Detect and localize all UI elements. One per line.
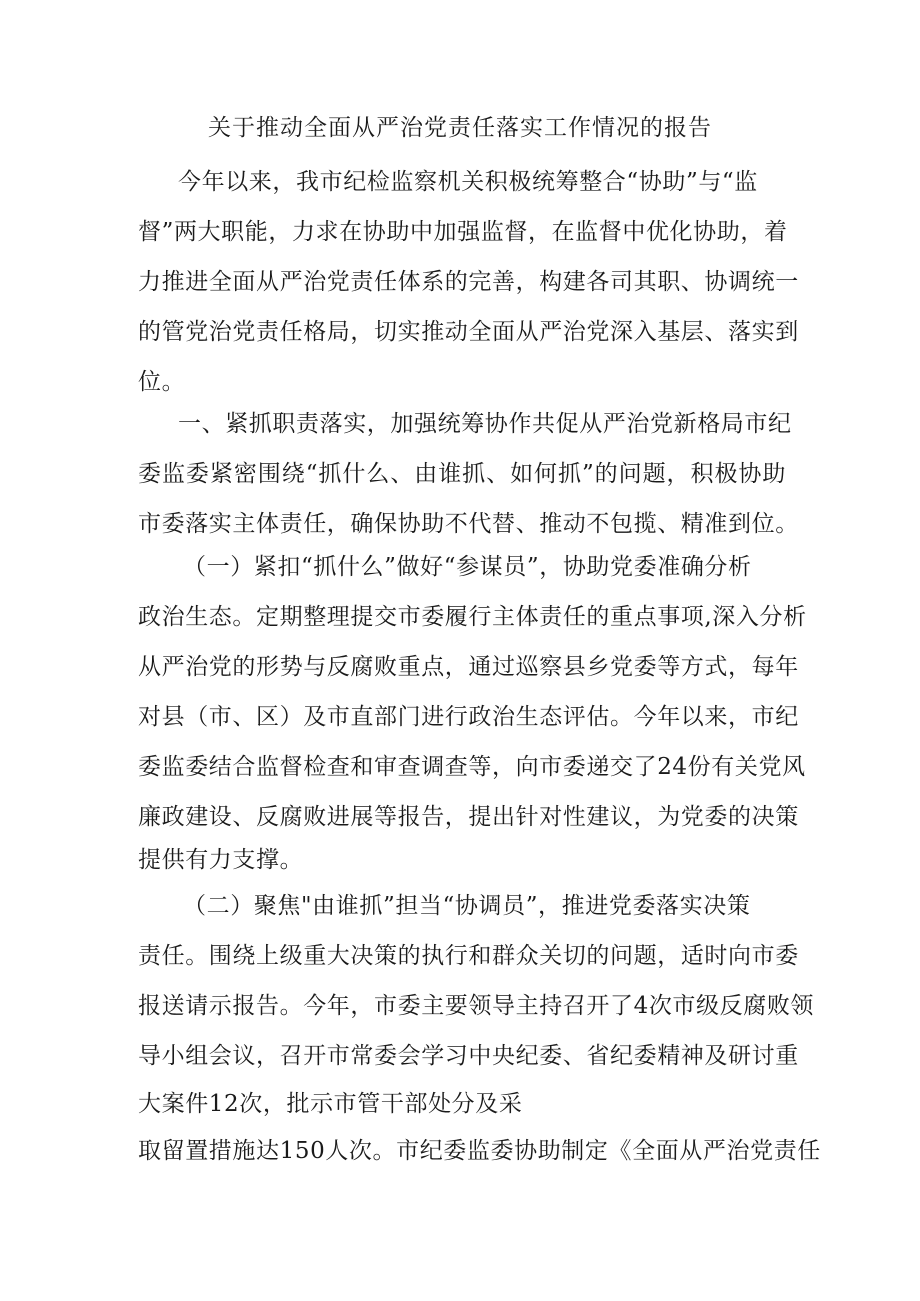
paragraph-line: 提供有力支撑。	[138, 847, 304, 873]
paragraph-line: 导小组会议，召开市常委会学习中央纪委、省纪委精神及研讨重	[138, 1043, 799, 1069]
paragraph-line: 今年以来，我市纪检监察机关积极统筹整合“协助”与“监	[178, 169, 758, 195]
paragraph-line: 廉政建设、反腐败进展等报告，提出针对性建议，为党委的决策	[138, 804, 799, 830]
paragraph-line: 位。	[138, 369, 186, 395]
paragraph-line: 责任。围绕上级重大决策的执行和群众关切的问题，适时向市委	[138, 943, 799, 969]
paragraph-line: 的管党治党责任格局，切实推动全面从严治党深入基层、落实到	[138, 319, 799, 345]
paragraph-line: （一）紧扣“抓什么”做好“参谋员”，协助党委准确分析	[183, 554, 752, 580]
paragraph-line: 对县（市、区）及市直部门进行政治生态评估。今年以来，市纪	[138, 704, 799, 730]
paragraph-line: 力推进全面从严治党责任体系的完善，构建各司其职、协调统一	[138, 269, 799, 295]
paragraph-line: 委监委结合监督检查和审查调查等，向市委递交了24份有关党风	[138, 754, 806, 780]
paragraph-line: 委监委紧密围绕“抓什么、由谁抓、如何抓”的问题，积极协助	[138, 461, 786, 487]
paragraph-line: 督”两大职能，力求在协助中加强监督，在监督中优化协助，着	[138, 219, 788, 245]
paragraph-line: 取留置措施达150人次。市纪委监委协助制定《全面从严治党责任	[138, 1138, 821, 1164]
paragraph-line: 政治生态。定期整理提交市委履行主体责任的重点事项,深入分析	[138, 604, 807, 630]
paragraph-line: 从严治党的形势与反腐败重点，通过巡察县乡党委等方式，每年	[138, 654, 799, 680]
paragraph-line: （二）聚焦"由谁抓”担当“协调员”，推进党委落实决策	[183, 893, 751, 919]
document-title: 关于推动全面从严治党责任落实工作情况的报告	[208, 115, 712, 141]
paragraph-line: 市委落实主体责任，确保协助不代替、推动不包揽、精准到位。	[138, 511, 799, 537]
paragraph-line: 一、紧抓职责落实，加强统筹协作共促从严治党新格局市纪	[178, 411, 792, 437]
paragraph-line: 报送请示报告。今年，市委主要领导主持召开了4次市级反腐败领	[138, 993, 815, 1019]
paragraph-line: 大案件12次，批示市管干部处分及采	[138, 1091, 523, 1117]
